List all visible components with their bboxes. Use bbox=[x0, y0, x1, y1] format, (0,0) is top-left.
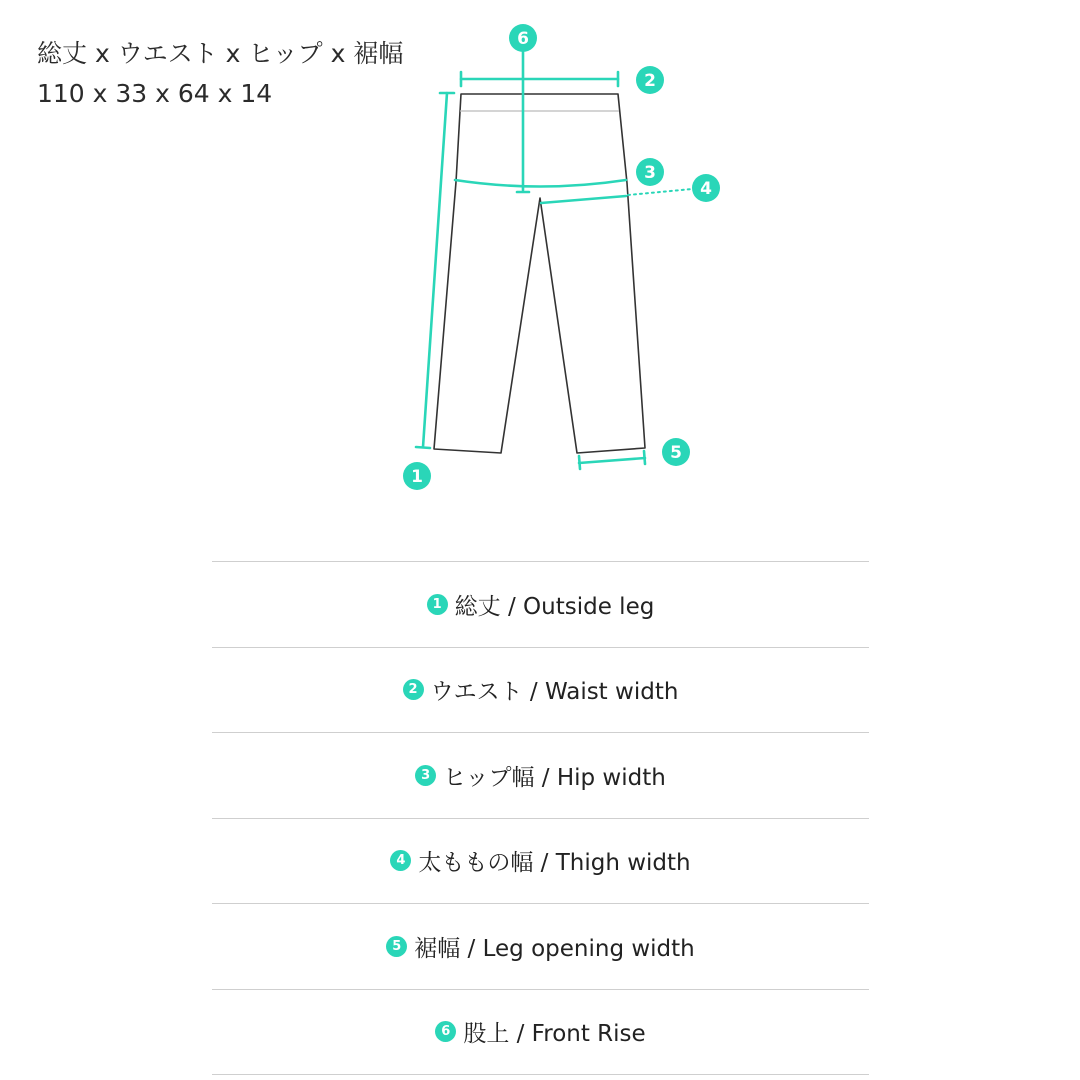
pants-diagram bbox=[0, 0, 1080, 520]
svg-text:2: 2 bbox=[644, 71, 656, 91]
legend-row-hip bbox=[212, 733, 869, 819]
marker-6 bbox=[509, 24, 537, 52]
legend-label: ウエスト / Waist width bbox=[430, 679, 679, 706]
svg-text:3: 3 bbox=[644, 163, 656, 183]
legend-row-waist bbox=[212, 648, 869, 734]
legend-row-leg-opening bbox=[212, 904, 869, 990]
marker-5 bbox=[662, 438, 690, 466]
measurement-names: 総丈 x ウエスト x ヒップ x 裾幅 bbox=[37, 39, 404, 68]
svg-text:1: 1 bbox=[411, 467, 423, 487]
marker-1 bbox=[403, 462, 431, 490]
svg-text:4: 4 bbox=[700, 179, 712, 199]
svg-text:5: 5 bbox=[670, 443, 682, 463]
marker-2 bbox=[636, 66, 664, 94]
legend-row-front-rise bbox=[212, 990, 869, 1076]
leader-lines bbox=[523, 55, 692, 195]
legend-row-thigh bbox=[212, 819, 869, 905]
number-4-icon: 4 bbox=[390, 850, 411, 871]
number-1-icon: 1 bbox=[427, 594, 448, 615]
marker-3 bbox=[636, 158, 664, 186]
legend-label: ヒップ幅 / Hip width bbox=[443, 764, 666, 791]
number-2-icon: 2 bbox=[403, 679, 424, 700]
number-3-icon: 3 bbox=[415, 765, 436, 786]
legend-label: 太ももの幅 / Thigh width bbox=[418, 850, 691, 877]
legend-label: 総丈 / Outside leg bbox=[454, 593, 655, 620]
measurement-legend bbox=[212, 561, 869, 1075]
legend-label: 股上 / Front Rise bbox=[463, 1021, 646, 1048]
pants-outline bbox=[434, 94, 645, 453]
number-6-icon: 6 bbox=[435, 1021, 456, 1042]
svg-text:6: 6 bbox=[517, 29, 529, 49]
legend-label: 裾幅 / Leg opening width bbox=[414, 935, 695, 962]
measurement-values: 110 x 33 x 64 x 14 bbox=[37, 79, 273, 108]
legend-row-outside-leg bbox=[212, 562, 869, 648]
marker-4 bbox=[692, 174, 720, 202]
number-5-icon: 5 bbox=[386, 936, 407, 957]
